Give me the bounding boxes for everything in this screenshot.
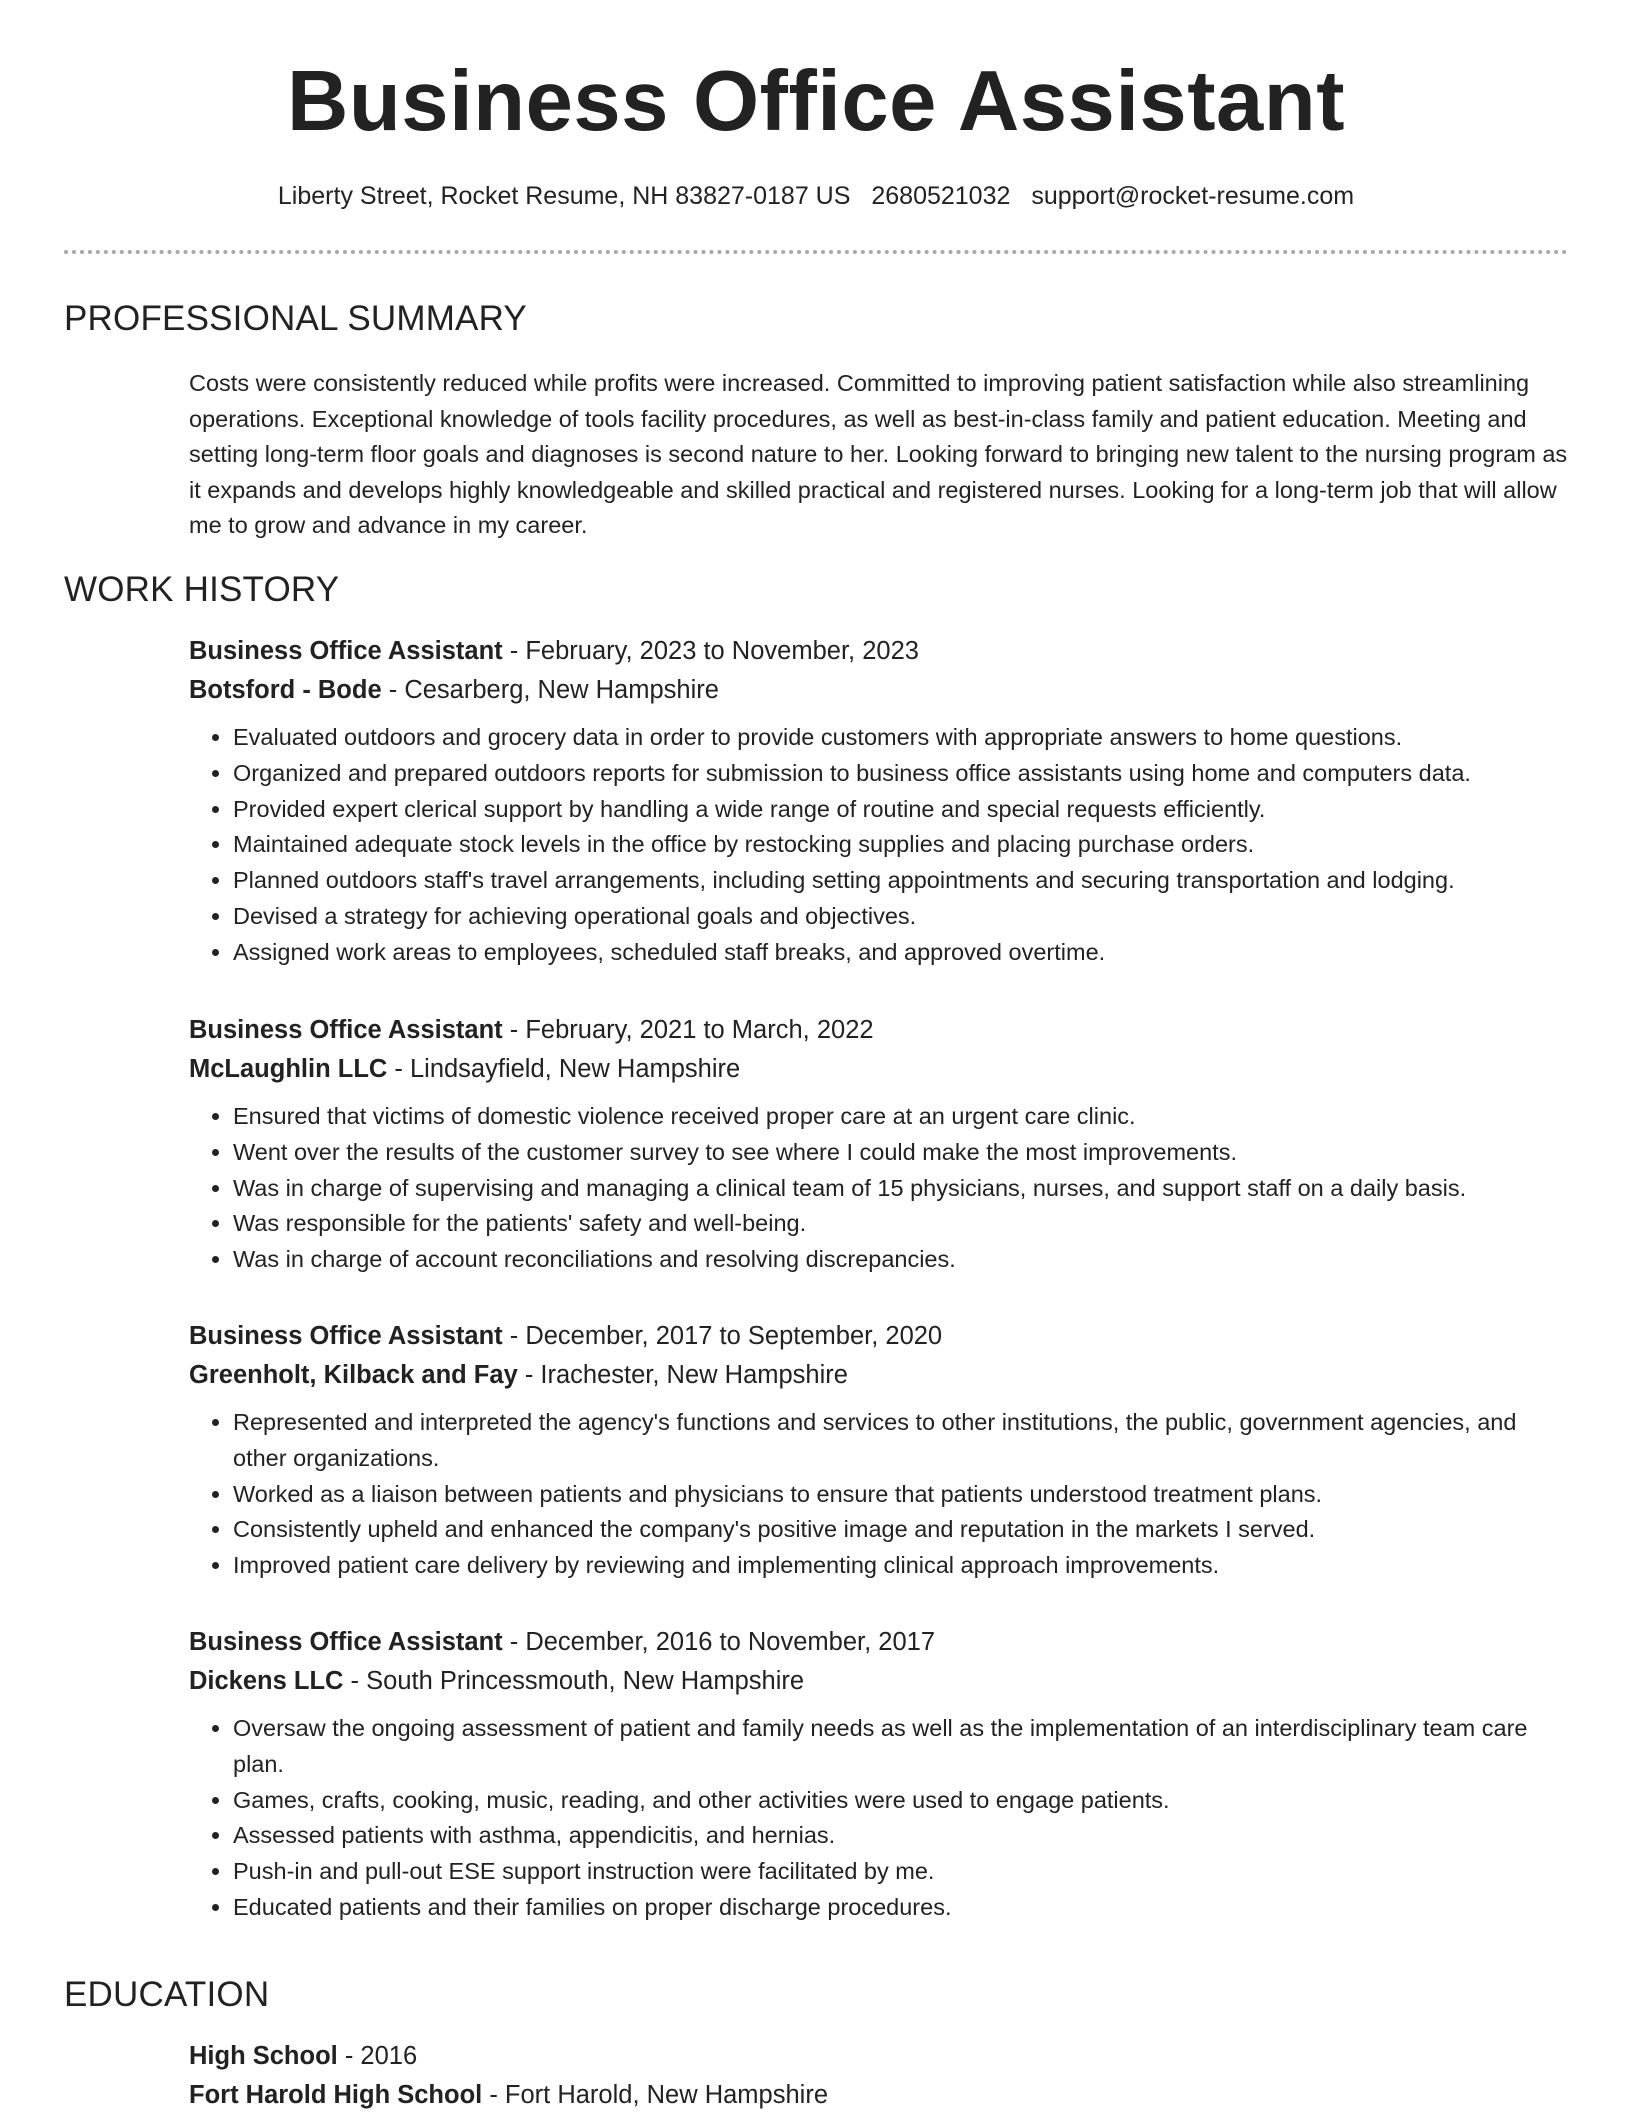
job-company-line [189,1356,1569,1395]
education-heading: EDUCATION [64,1975,270,2014]
education-degree: High School [189,2042,338,2070]
job-bullet: • Assigned work areas to employees, scheduled staff breaks, and approved overtime. [233,935,1569,971]
contact-address: Liberty Street, Rocket Resume, NH 83827-0187 US [277,182,851,210]
job-bullet: • Educated patients and their families on proper discharge procedures. [233,1890,1569,1926]
job-company-line [189,1050,1569,1089]
summary-text: Costs were consistently reduced while profits were increased. Committed to improving patient satisfaction while also streamlining operations. Exceptional knowledge of tools facility procedures, as well as best-in-class family and patient education. Meeting and setting long-term floor goals and diagnoses is second nature to her. Looking forward to bringing new talent to the nursing program as it expands and develops highly knowledgeable and skilled practical and registered nurses. Looking for a long-term job that will allow me to grow and advance in my career. [189,370,1568,539]
education-year: - 2016 [337,2042,418,2070]
job-dates: - February, 2021 to March, 2022 [502,1016,874,1044]
job-bullet: • Maintained adequate stock levels in the office by restocking supplies and placing purchase orders. [233,827,1569,863]
job-role: Business Office Assistant [189,637,503,665]
job-entry [189,1011,1569,1278]
job-bullet: • Evaluated outdoors and grocery data in order to provide customers with appropriate answers to home questions. [233,720,1569,756]
job-bullet: • Push-in and pull-out ESE support instruction were facilitated by me. [233,1854,1569,1890]
job-bullet: • Provided expert clerical support by handling a wide range of routine and special requests efficiently. [233,792,1569,828]
job-company: Dickens LLC [189,1667,344,1695]
job-bullets [189,1711,1569,1926]
job-bullet: • Consistently upheld and enhanced the company's positive image and reputation in the markets I served. [233,1512,1569,1548]
job-entry [189,632,1569,971]
job-company: McLaughlin LLC [189,1055,388,1083]
job-bullet: • Organized and prepared outdoors reports for submission to business office assistants using home and computers data. [233,756,1569,792]
job-dates: - December, 2017 to September, 2020 [502,1322,943,1350]
job-bullet: • Assessed patients with asthma, appendicitis, and hernias. [233,1818,1569,1854]
contact-phone: 2680521032 [871,182,1011,210]
job-bullet: • Oversaw the ongoing assessment of patient and family needs as well as the implementation of an interdisciplinary team care plan. [233,1711,1569,1783]
contact-email: support@rocket-resume.com [1031,182,1355,210]
job-location: - Irachester, New Hampshire [517,1361,848,1389]
job-company-line [189,671,1569,710]
job-dates: - December, 2016 to November, 2017 [502,1628,936,1656]
job-bullet: • Went over the results of the customer survey to see where I could make the most improvements. [233,1135,1569,1171]
job-company: Greenholt, Kilback and Fay [189,1361,518,1389]
job-dates: - February, 2023 to November, 2023 [502,637,919,665]
summary-heading: PROFESSIONAL SUMMARY [64,299,527,338]
job-title-line [189,1011,1569,1050]
job-role: Business Office Assistant [189,1016,503,1044]
education-location: - Fort Harold, New Hampshire [482,2081,829,2109]
job-title-line [189,632,1569,671]
work-history-heading: WORK HISTORY [64,570,340,609]
job-entry [189,1623,1569,1926]
job-location: - Cesarberg, New Hampshire [381,676,719,704]
job-location: - South Princessmouth, New Hampshire [343,1667,805,1695]
job-bullet: • Was in charge of supervising and managing a clinical team of 15 physicians, nurses, and support staff on a daily basis. [233,1171,1569,1207]
job-role: Business Office Assistant [189,1322,503,1350]
education-school-line [189,2076,1569,2115]
job-location: - Lindsayfield, New Hampshire [387,1055,741,1083]
resume-name: Business Office Assistant [286,54,1346,149]
job-bullet: • Games, crafts, cooking, music, reading, and other activities were used to engage patients. [233,1783,1569,1819]
education-school: Fort Harold High School [189,2081,483,2109]
job-bullets [189,720,1569,971]
job-bullet: • Represented and interpreted the agency's functions and services to other institutions, the public, government agencies, and other organizations. [233,1405,1569,1477]
job-bullets [189,1099,1569,1278]
job-bullet: • Was in charge of account reconciliations and resolving discrepancies. [233,1242,1569,1278]
job-entry [189,1317,1569,1584]
header-divider [64,250,1568,254]
job-bullet: • Devised a strategy for achieving operational goals and objectives. [233,899,1569,935]
job-bullet: • Planned outdoors staff's travel arrangements, including setting appointments and securing transportation and lodging. [233,863,1569,899]
job-company: Botsford - Bode [189,676,382,704]
job-bullet: • Improved patient care delivery by reviewing and implementing clinical approach improvements. [233,1548,1569,1584]
education-degree-line [189,2037,1569,2076]
job-bullet: • Worked as a liaison between patients and physicians to ensure that patients understood treatment plans. [233,1477,1569,1513]
job-bullet: • Was responsible for the patients' safety and well-being. [233,1206,1569,1242]
contact-line [0,180,1632,212]
job-title-line [189,1317,1569,1356]
job-bullet: • Ensured that victims of domestic violence received proper care at an urgent care clinic. [233,1099,1569,1135]
education-entry [189,2037,1569,2115]
job-role: Business Office Assistant [189,1628,503,1656]
job-company-line [189,1662,1569,1701]
job-bullets [189,1405,1569,1584]
job-title-line [189,1623,1569,1662]
